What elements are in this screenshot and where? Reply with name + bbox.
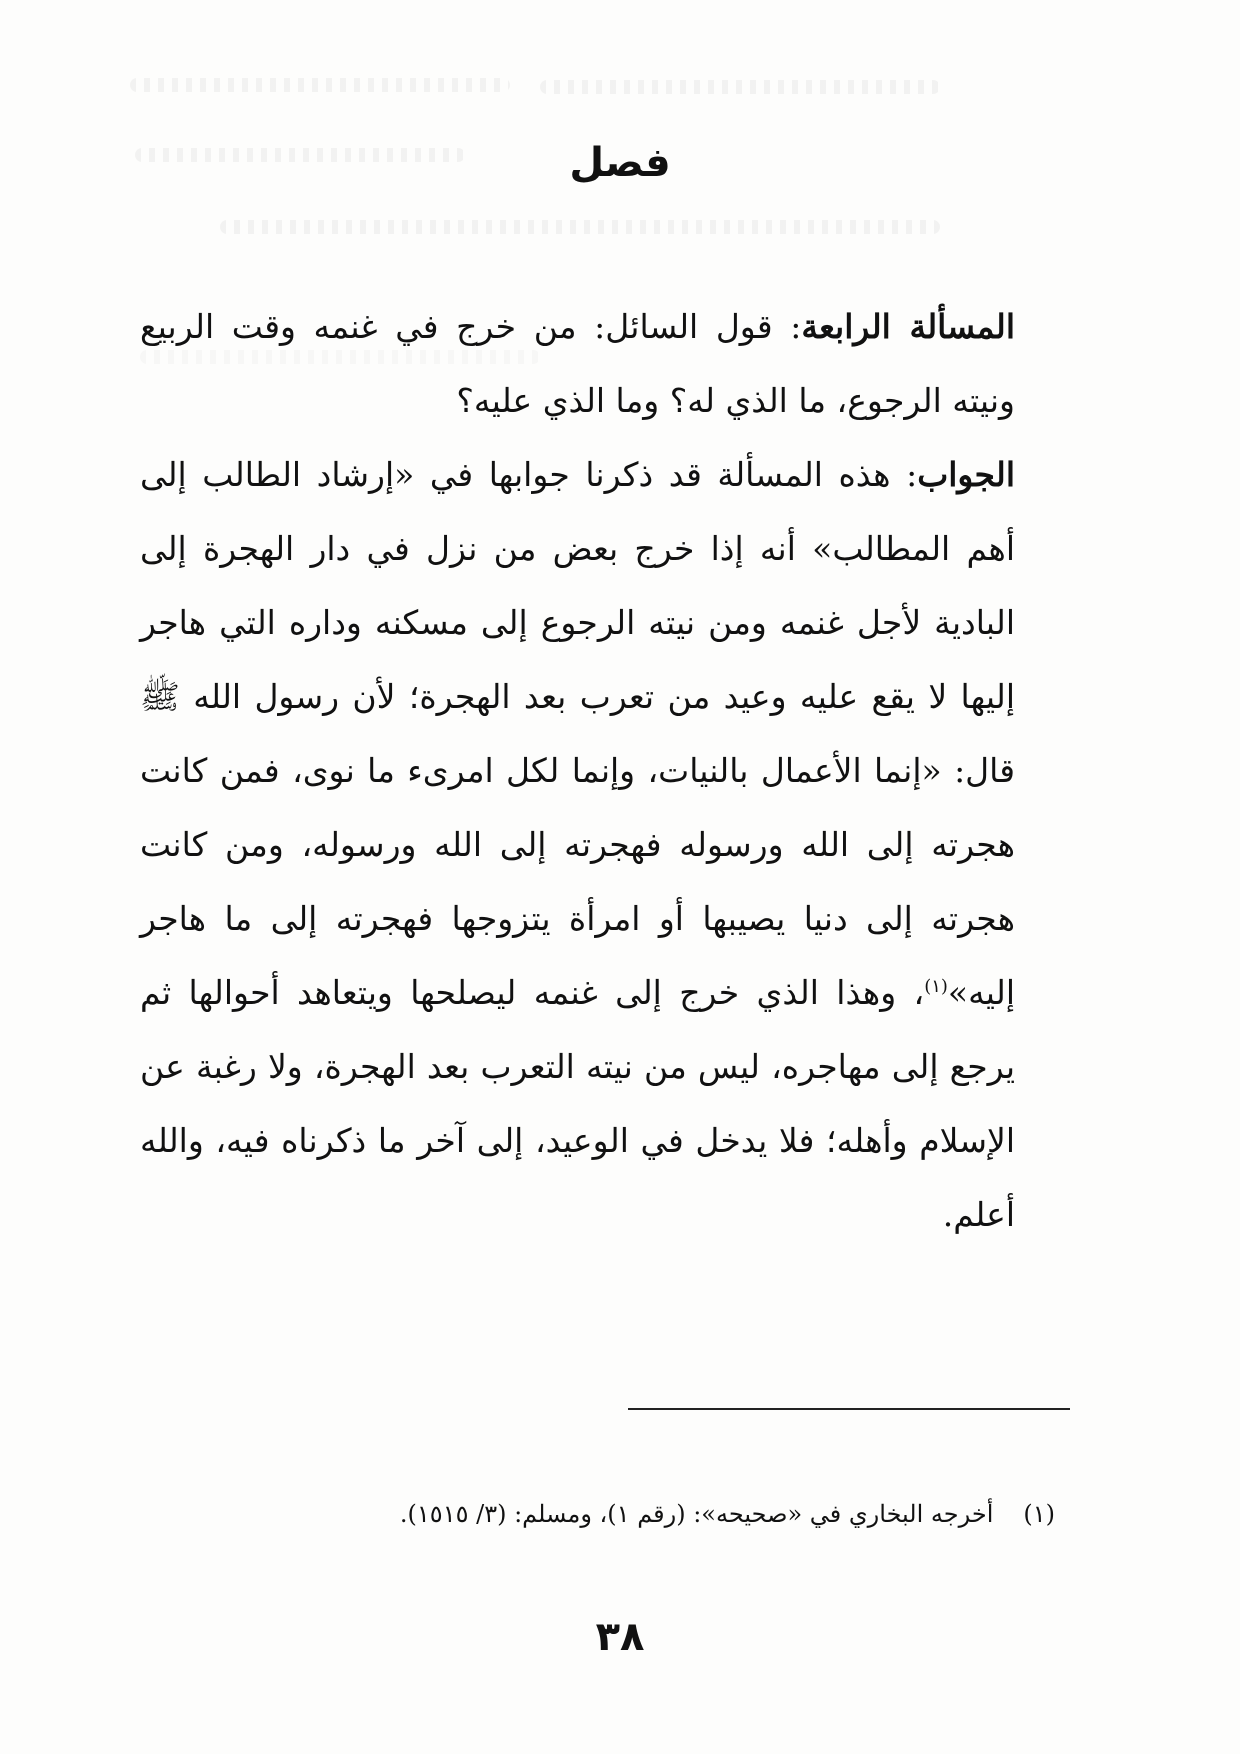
question-intro: : قول السائل: bbox=[576, 307, 802, 346]
footnote-divider bbox=[628, 1408, 1070, 1410]
bleed-through-line bbox=[220, 220, 940, 234]
answer-text-part-2: ، وهذا الذي خرج إلى غنمه ليصلحها ويتعاهد أحوالها ثم يرجع إلى مهاجره، ليس من نيته التعرب بعد الهجرة، ولا رغبة عن الإسلام وأهله؛ فلا يدخل في الوعيد، إلى آخر ما ذكرناه فيه، والله أعلم. bbox=[140, 973, 1015, 1234]
answer-text-part-1: : هذه المسألة قد ذكرنا جوابها في «إرشاد الطالب إلى أهم المطالب» أنه إذا خرج بعض من نزل في دار الهجرة إلى البادية لأجل غنمه ومن نيته الرجوع إلى مسكنه وداره التي هاجر إليها لا يقع عليه وعيد من تعرب بعد الهجرة؛ لأن رسول الله ﷺ قال: «إنما الأعمال بالنيات، وإنما لكل امرىء ما نوى، فمن كانت هجرته إلى الله ورسوله فهجرته إلى الله ورسوله، ومن كانت هجرته إلى دنيا يصيبها أو امرأة يتزوجها فهجرته إلى ما هاجر إليه» bbox=[140, 455, 1015, 1012]
question-label: المسألة الرابعة bbox=[801, 307, 1015, 346]
bleed-through-line bbox=[130, 78, 510, 92]
footnote-marker[interactable]: (١) bbox=[924, 976, 948, 997]
footnote bbox=[140, 1494, 1055, 1534]
question-text: من خرج في غنمه وقت الربيع ونيته الرجوع، ما الذي له؟ وما الذي عليه؟ bbox=[140, 307, 1015, 420]
footnote-text: أخرجه البخاري في «صحيحه»: (رقم ١)، ومسلم: (٣/ ١٥١٥). bbox=[399, 1500, 994, 1528]
bleed-through-line bbox=[540, 80, 940, 94]
footnote-number: (١) bbox=[1023, 1500, 1055, 1528]
answer-label: الجواب bbox=[917, 455, 1015, 494]
section-title: فصل bbox=[569, 140, 671, 186]
answer-paragraph bbox=[140, 438, 1070, 1252]
question-paragraph bbox=[140, 290, 1070, 438]
page-number: ٣٨ bbox=[595, 1614, 645, 1660]
main-text bbox=[140, 290, 1070, 1252]
